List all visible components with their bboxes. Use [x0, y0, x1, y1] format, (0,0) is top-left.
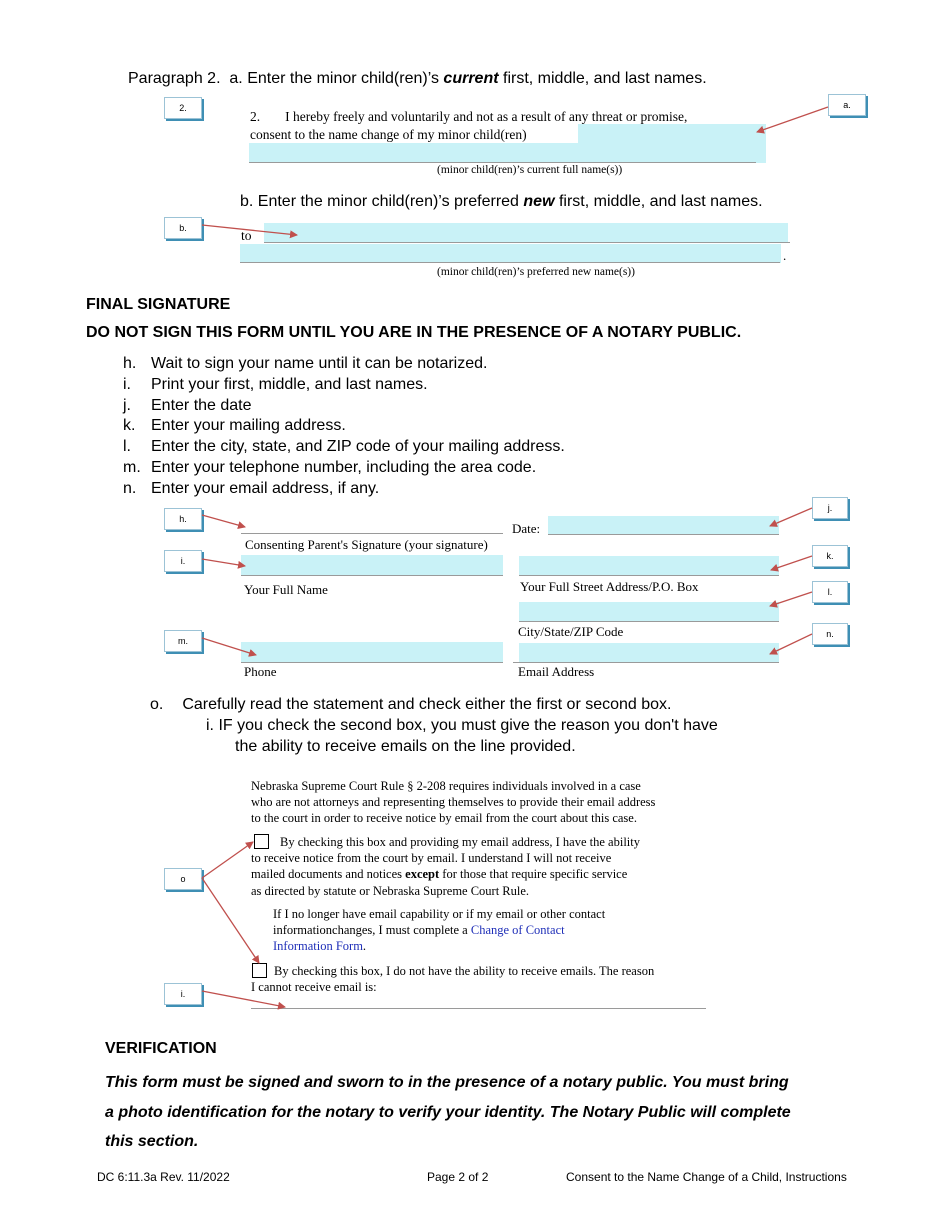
- contact-change-text: If I no longer have email capability or if my email or other contact informationchanges, I must complete a Change of Contact Information Form.: [273, 907, 606, 954]
- footer-page-number: Page 2 of 2: [427, 1170, 489, 1184]
- paragraph-label: Paragraph 2.: [128, 70, 221, 87]
- full-name-label: Your Full Name: [244, 582, 328, 597]
- callout-a: a.: [828, 94, 866, 116]
- callout-l: l.: [812, 581, 848, 603]
- email-rule: [513, 662, 779, 663]
- callout-m: m.: [164, 630, 202, 652]
- signature-instructions-list: [123, 354, 723, 500]
- signature-label: Consenting Parent's Signature (your signature): [245, 537, 488, 552]
- new-name-rule-1: [264, 242, 790, 243]
- list-item: k. Enter your mailing address.: [123, 417, 346, 435]
- item-o-instruction: o. Carefully read the statement and check either the first or second box.: [150, 696, 672, 713]
- callout-n: n.: [812, 623, 848, 645]
- paragraph-2-instruction-a: Paragraph 2. a. Enter the minor child(ren)’s current first, middle, and last names.: [128, 70, 707, 87]
- arrow-a: [757, 107, 828, 132]
- callout-j: j.: [812, 497, 848, 519]
- current-name-field[interactable]: [249, 143, 766, 163]
- new-name-period: .: [783, 248, 787, 263]
- final-signature-heading: FINAL SIGNATURE: [86, 296, 231, 313]
- new-name-caption: (minor child(ren)’s preferred new name(s)): [437, 266, 635, 278]
- city-state-zip-field[interactable]: [519, 602, 779, 621]
- current-name-rule: [249, 162, 756, 163]
- verification-text: This form must be signed and sworn to in the presence of a notary public. You must bring a photo identification for the notary to verify your identity. The Notary Public will complete this section.: [105, 1074, 791, 1150]
- callout-i-reason: i.: [164, 983, 202, 1005]
- callout-k: k.: [812, 545, 848, 567]
- new-name-field-1[interactable]: [264, 223, 788, 243]
- list-item: h. Wait to sign your name until it can be notarized.: [123, 355, 488, 372]
- signature-line[interactable]: [241, 533, 503, 534]
- email-rule-text: Nebraska Supreme Court Rule § 2-208 requires individuals involved in a case who are not attorneys and representing themselves to provide their email address to the court in order to receive notice by email from the court about this case.: [251, 779, 656, 826]
- callout-2: 2.: [164, 97, 202, 119]
- email-consent-text: By checking this box and providing my email address, I have the ability to receive notice from the court by email. I understand I will not receive mailed documents and notices except for those that require specific service as directed by statute or Nebraska Supreme Court Rule.: [251, 835, 640, 898]
- list-item: m. Enter your telephone number, including the area code.: [123, 458, 537, 476]
- arrow-h: [202, 515, 245, 527]
- no-email-reason-line[interactable]: [251, 1008, 706, 1009]
- list-item: n. Enter your email address, if any.: [123, 479, 380, 497]
- to-label: to: [241, 228, 252, 243]
- verification-heading: VERIFICATION: [105, 1040, 217, 1057]
- form-paragraph-number: 2.: [250, 109, 261, 124]
- callout-h: h.: [164, 508, 202, 530]
- date-rule: [548, 534, 779, 535]
- paragraph-2-instruction-b: b. Enter the minor child(ren)’s preferred new first, middle, and last names.: [240, 193, 763, 210]
- email-field[interactable]: [519, 643, 779, 662]
- list-item: i. Print your first, middle, and last names.: [123, 375, 428, 393]
- phone-rule: [241, 662, 503, 663]
- full-name-field[interactable]: [241, 555, 503, 575]
- notary-warning: DO NOT SIGN THIS FORM UNTIL YOU ARE IN THE PRESENCE OF A NOTARY PUBLIC.: [86, 324, 742, 341]
- current-name-caption: (minor child(ren)’s current full name(s)): [437, 164, 623, 176]
- street-address-rule: [519, 575, 779, 576]
- phone-label: Phone: [244, 664, 277, 679]
- street-address-field[interactable]: [519, 556, 779, 575]
- callout-i: i.: [164, 550, 202, 572]
- item-o-sub-instruction: i. IF you check the second box, you must give the reason you don't have the ability to receive emails on the line provided.: [206, 717, 718, 755]
- street-address-label: Your Full Street Address/P.O. Box: [520, 579, 699, 594]
- new-name-rule-2: [240, 262, 780, 263]
- callout-b: b.: [164, 217, 202, 239]
- date-label: Date:: [512, 521, 541, 536]
- form-paragraph-2: 2. I hereby freely and voluntarily and not as a result of any threat or promise, consent to the name change of my minor child(ren): [250, 109, 688, 142]
- footer-form-title: Consent to the Name Change of a Child, Instructions: [566, 1170, 847, 1184]
- footer-form-id: DC 6:11.3a Rev. 11/2022: [97, 1170, 230, 1184]
- arrow-o-first-box: [202, 842, 253, 878]
- email-label: Email Address: [518, 664, 595, 679]
- callout-o: o: [164, 868, 202, 890]
- information-form-link[interactable]: Information Form: [273, 939, 363, 954]
- change-of-contact-link[interactable]: Change of Contact: [470, 923, 565, 938]
- arrow-i: [202, 559, 245, 566]
- full-name-rule: [241, 575, 503, 576]
- city-state-zip-rule: [519, 621, 779, 622]
- list-item: j. Enter the date: [123, 396, 252, 414]
- new-name-field-2[interactable]: [240, 244, 781, 263]
- no-email-text: By checking this box, I do not have the ability to receive emails. The reason I cannot receive email is:: [251, 964, 655, 995]
- list-item: l. Enter the city, state, and ZIP code of your mailing address.: [123, 438, 565, 456]
- date-field[interactable]: [548, 516, 779, 535]
- city-state-zip-label: City/State/ZIP Code: [518, 624, 624, 639]
- phone-field[interactable]: [241, 642, 503, 662]
